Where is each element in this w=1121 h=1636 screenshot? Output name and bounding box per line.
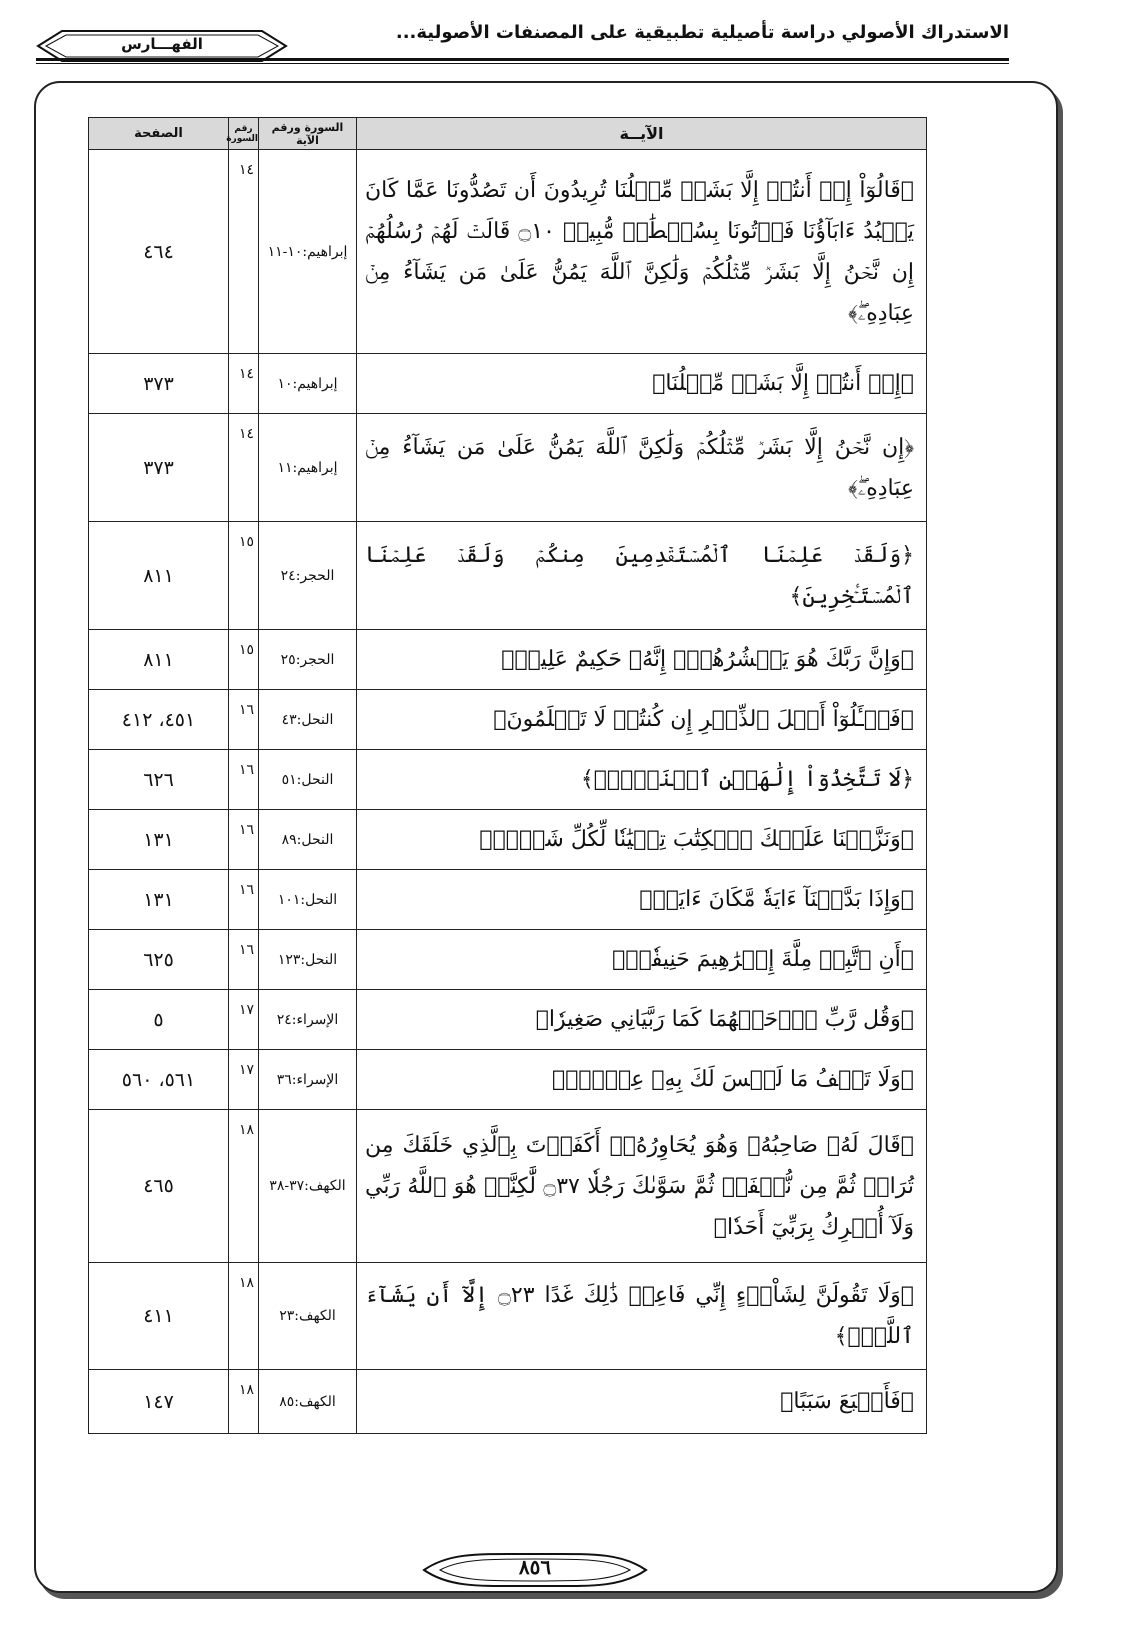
column-header-surah-ref: السورة ورقم الآية (259, 118, 357, 150)
surah-number-value: ١٤ (238, 162, 254, 178)
ayah-text: ﴿وَإِنَّ رَبَّكَ هُوَ يَحۡشُرُهُمۡۚ إِنَّهُۥ حَكِيمٌ عَلِيمٞ﴾ (357, 630, 927, 690)
surah-ref: إبراهيم:١١ (259, 414, 357, 522)
page-ref: ٨١١ (89, 522, 229, 630)
surah-number (229, 930, 259, 990)
page-number: ٨٥٦ (518, 1555, 552, 1579)
ayah-text: ﴿فَأَتۡبَعَ سَبَبًا﴾ (357, 1370, 927, 1434)
ayah-text: ﴿وَلَا تَقۡفُ مَا لَيۡسَ لَكَ بِهِۦ عِلۡمٌۚ﴾ (357, 1050, 927, 1110)
surah-ref: الكهف:٢٣ (259, 1263, 357, 1370)
page-ref: ٥ (89, 990, 229, 1050)
surah-ref: النحل:٥١ (259, 750, 357, 810)
surah-ref: الكهف:٣٧-٣٨ (259, 1110, 357, 1263)
ayah-text: ﴿وَقُل رَّبِّ ٱرۡحَمۡهُمَا كَمَا رَبَّيَانِي صَغِيرٗا﴾ (357, 990, 927, 1050)
surah-number (229, 630, 259, 690)
table-row (89, 150, 927, 354)
header-rule-thin (36, 63, 1009, 64)
surah-ref: الإسراء:٢٤ (259, 990, 357, 1050)
surah-number (229, 690, 259, 750)
header-rule (36, 58, 1009, 61)
ayah-text: ﴿قَالُوٓاْ إِنۡ أَنتُمۡ إِلَّا بَشَرٞ مِّثۡلُنَا تُرِيدُونَ أَن تَصُدُّونَا عَمَّا كَانَ يَعۡبُدُ ءَابَآؤُنَا فَأۡتُونَا بِسُلۡطَٰنٖ مُّبِينٖ ۝١٠ قَالَتۡ لَهُمۡ رُسُلُهُمۡ إِن نَّحۡنُ إِلَّا بَشَرٞ مِّثۡلُكُمۡ وَلَٰكِنَّ ٱللَّهَ يَمُنُّ عَلَىٰ مَن يَشَآءُ مِنۡ عِبَادِهِۦۖ﴾ (357, 150, 927, 354)
surah-ref: الإسراء:٣٦ (259, 1050, 357, 1110)
table-row (89, 810, 927, 870)
table-row (89, 690, 927, 750)
table-row (89, 750, 927, 810)
page-ref: ٣٧٣ (89, 354, 229, 414)
surah-ref: إبراهيم:١٠ (259, 354, 357, 414)
ayah-text: ﴿وَلَقَدۡ عَلِمۡنَا ٱلۡمُسۡتَقۡدِمِينَ مِنكُمۡ وَلَقَدۡ عَلِمۡنَا ٱلۡمُسۡتَـٔۡخِرِينَ﴾ (357, 522, 927, 630)
surah-number-value: ١٦ (238, 882, 254, 898)
ayah-text: ﴿فَسۡـَٔلُوٓاْ أَهۡلَ ٱلذِّكۡرِ إِن كُنتُمۡ لَا تَعۡلَمُونَ﴾ (357, 690, 927, 750)
surah-number (229, 810, 259, 870)
verse-index-table (88, 117, 927, 1434)
page-header (0, 0, 1121, 80)
table-row (89, 990, 927, 1050)
table-row (89, 870, 927, 930)
table-row (89, 1110, 927, 1263)
surah-number-value: ١٥ (238, 534, 254, 550)
surah-number-value: ١٤ (238, 426, 254, 442)
table-row (89, 414, 927, 522)
ayah-text: ﴿إِنۡ أَنتُمۡ إِلَّا بَشَرٞ مِّثۡلُنَا﴾ (357, 354, 927, 414)
surah-number (229, 750, 259, 810)
surah-number (229, 1263, 259, 1370)
table-row (89, 930, 927, 990)
surah-number (229, 990, 259, 1050)
surah-number-value: ١٤ (238, 366, 254, 382)
surah-number-value: ١٦ (238, 822, 254, 838)
surah-ref: الكهف:٨٥ (259, 1370, 357, 1434)
page-ref: ١٤٧ (89, 1370, 229, 1434)
table-row (89, 1370, 927, 1434)
ayah-text: ﴿إِن نَّحۡنُ إِلَّا بَشَرٞ مِّثۡلُكُمۡ وَلَٰكِنَّ ٱللَّهَ يَمُنُّ عَلَىٰ مَن يَشَآءُ مِنۡ عِبَادِهِۦۖ﴾ (357, 414, 927, 522)
surah-ref: الحجر:٢٥ (259, 630, 357, 690)
ayah-text: ﴿وَإِذَا بَدَّلۡنَآ ءَايَةٗ مَّكَانَ ءَايَةٖ﴾ (357, 870, 927, 930)
surah-number (229, 354, 259, 414)
surah-number-value: ١٦ (238, 942, 254, 958)
ayah-text: ﴿لَا تَتَّخِذُوٓاْ إِلَٰهَيۡنِ ٱثۡنَيۡنِۖ﴾ (357, 750, 927, 810)
surah-number (229, 870, 259, 930)
ayah-text: ﴿وَلَا تَقُولَنَّ لِشَاْيۡءٍ إِنِّي فَاعِلٞ ذَٰلِكَ غَدًا ۝٢٣ إِلَّآ أَن يَشَآءَ ٱللَّهُۚ﴾ (357, 1263, 927, 1370)
surah-number (229, 150, 259, 354)
surah-number-value: ١٦ (238, 702, 254, 718)
page-ref: ٤٦٤ (89, 150, 229, 354)
surah-ref: النحل:٤٣ (259, 690, 357, 750)
surah-ref: إبراهيم:١٠-١١ (259, 150, 357, 354)
surah-number-value: ١٨ (238, 1382, 254, 1398)
page-ref: ٦٢٥ (89, 930, 229, 990)
table-row (89, 630, 927, 690)
page-number-tab (420, 1548, 650, 1592)
ayah-text: ﴿وَنَزَّلۡنَا عَلَيۡكَ ٱلۡكِتَٰبَ تِبۡيَٰنٗا لِّكُلِّ شَيۡءٖ﴾ (357, 810, 927, 870)
surah-number-value: ١٦ (238, 762, 254, 778)
surah-ref: الحجر:٢٤ (259, 522, 357, 630)
table-row (89, 354, 927, 414)
surah-number-value: ١٥ (238, 642, 254, 658)
surah-number-value: ١٧ (238, 1062, 254, 1078)
surah-number (229, 414, 259, 522)
surah-ref: النحل:١٢٣ (259, 930, 357, 990)
surah-number (229, 522, 259, 630)
surah-number (229, 1370, 259, 1434)
column-header-ayah: الآيــة (357, 118, 927, 150)
page-ref: ١٣١ (89, 810, 229, 870)
page-ref: ٨١١ (89, 630, 229, 690)
page-ref: ٣٧٣ (89, 414, 229, 522)
table-row (89, 1263, 927, 1370)
surah-number (229, 1110, 259, 1263)
table-row (89, 522, 927, 630)
page-ref: ٤١١ (89, 1263, 229, 1370)
page-ref: ٤٥١، ٤١٢ (89, 690, 229, 750)
page-ref: ٤٦٥ (89, 1110, 229, 1263)
surah-number (229, 1050, 259, 1110)
surah-number-value: ١٨ (238, 1275, 254, 1291)
ayah-text: ﴿أَنِ ٱتَّبِعۡ مِلَّةَ إِبۡرَٰهِيمَ حَنِيفٗاۖ﴾ (357, 930, 927, 990)
ayah-text: ﴿قَالَ لَهُۥ صَاحِبُهُۥ وَهُوَ يُحَاوِرُهُۥٓ أَكَفَرۡتَ بِٱلَّذِي خَلَقَكَ مِن تُرَابٖ ثُمَّ مِن نُّطۡفَةٖ ثُمَّ سَوَّىٰكَ رَجُلٗا ۝٣٧ لَّٰكِنَّا۠ هُوَ ٱللَّهُ رَبِّي وَلَآ أُشۡرِكُ بِرَبِّيٓ أَحَدٗا﴾ (357, 1110, 927, 1263)
section-label: الفهـــارس (121, 35, 203, 53)
surah-number-value: ١٧ (238, 1002, 254, 1018)
page-ref: ٥٦١، ٥٦٠ (89, 1050, 229, 1110)
table-header-row (89, 118, 927, 150)
column-header-surah-num: رقم السورة (229, 118, 259, 150)
table-row (89, 1050, 927, 1110)
column-header-page: الصفحة (89, 118, 229, 150)
page-ref: ٦٢٦ (89, 750, 229, 810)
surah-number-value: ١٨ (238, 1122, 254, 1138)
book-title: الاستدراك الأصولي دراسة تأصيلية تطبيقية على المصنفات الأصولية... (395, 22, 1009, 43)
page-ref: ١٣١ (89, 870, 229, 930)
surah-ref: النحل:١٠١ (259, 870, 357, 930)
surah-ref: النحل:٨٩ (259, 810, 357, 870)
